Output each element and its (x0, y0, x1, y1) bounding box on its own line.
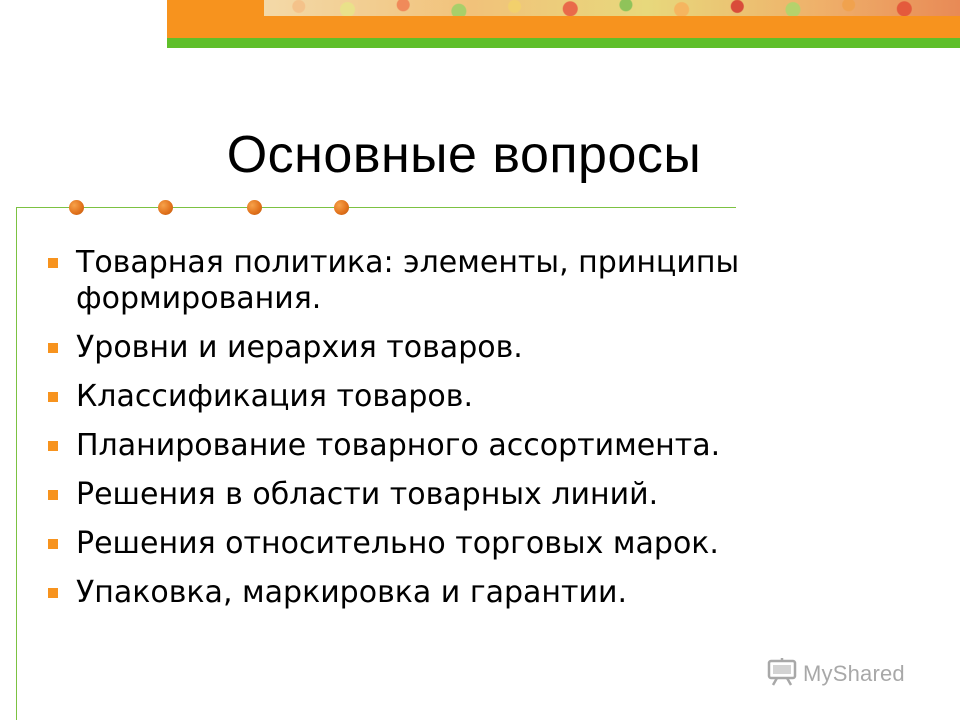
list-item (44, 575, 904, 611)
square-bullet-icon (48, 490, 58, 500)
list-item (44, 379, 904, 415)
decor-dot (158, 200, 173, 215)
bullet-text: Упаковка, маркировка и гарантии. (76, 575, 628, 610)
decor-dot (247, 200, 262, 215)
list-item (44, 428, 904, 464)
bullet-text: Уровни и иерархия товаров. (76, 330, 523, 365)
watermark-text: MyShared (803, 661, 905, 686)
list-item (44, 526, 904, 562)
bullet-text: Решения относительно торговых марок. (76, 526, 719, 561)
square-bullet-icon (48, 588, 58, 598)
banner-green-stripe (167, 38, 960, 48)
bullet-text: Решения в области товарных линий. (76, 477, 659, 512)
presentation-board-icon (767, 657, 797, 691)
frame-top-line (16, 207, 736, 208)
slide-title: Основные вопросы (226, 125, 702, 184)
square-bullet-icon (48, 258, 58, 268)
list-item (44, 330, 904, 366)
header-banner (167, 0, 960, 48)
square-bullet-icon (48, 441, 58, 451)
square-bullet-icon (48, 539, 58, 549)
square-bullet-icon (48, 392, 58, 402)
list-item (44, 477, 904, 513)
square-bullet-icon (48, 343, 58, 353)
banner-photo-strip (264, 0, 960, 16)
list-item (44, 245, 904, 317)
decor-dot (69, 200, 84, 215)
bullet-text: Классификация товаров. (76, 379, 474, 414)
bullet-text: Планирование товарного ассортимента. (76, 428, 721, 463)
bullet-list (44, 245, 904, 624)
frame-left-line (16, 207, 17, 720)
bullet-text: Товарная политика: элементы, принципы формирования. (76, 245, 740, 316)
decor-dot (334, 200, 349, 215)
watermark-logo (767, 656, 905, 692)
